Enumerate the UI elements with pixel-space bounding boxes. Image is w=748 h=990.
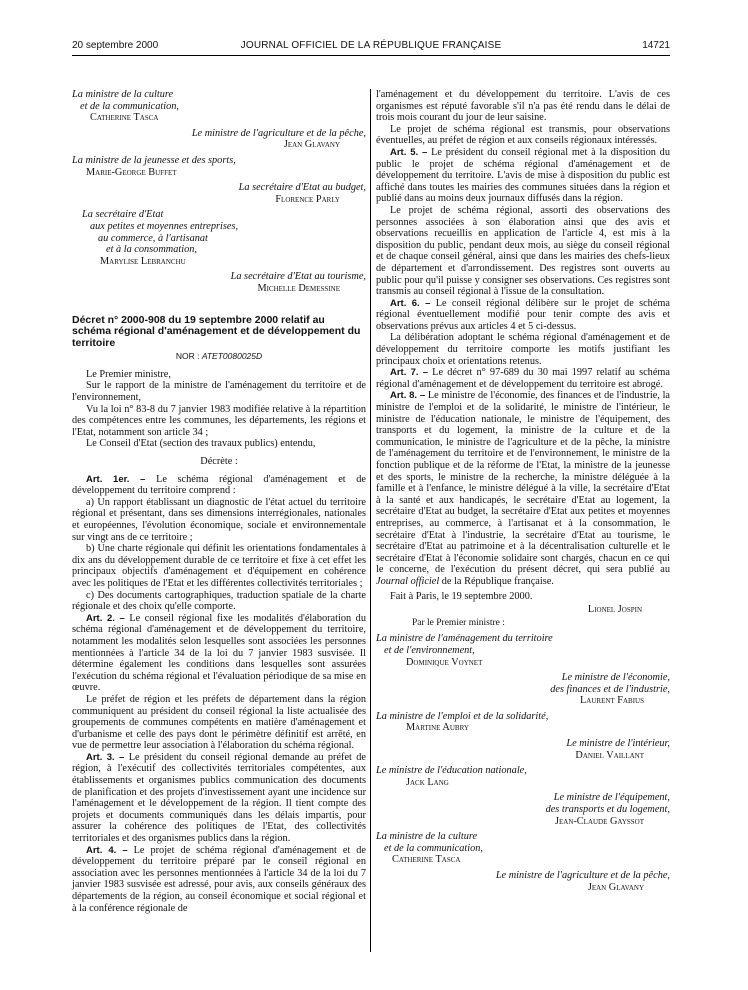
signatory-title: Le ministre de l'économie, — [561, 672, 670, 684]
signature-block — [376, 672, 670, 707]
paragraph: Vu la loi n° 83-8 du 7 janvier 1983 modifiée relative à la répartition des compétences entre les communes, les départements, les régions et l'Etat, notamment son article 34 ; — [72, 403, 366, 438]
signature-block — [72, 182, 366, 205]
column-divider — [370, 89, 371, 952]
left-signatures — [72, 89, 366, 295]
header-rule — [72, 55, 670, 56]
signatory-name: Martine Aubry — [406, 722, 469, 734]
signatory-title: Le ministre de l'équipement, — [553, 792, 670, 804]
decree-title: Décret n° 2000-908 du 19 septembre 2000 relatif au schéma régional d'aménagement et de développement du territoire — [72, 313, 361, 349]
signatory-title: La secrétaire d'Etat au budget, — [238, 182, 366, 194]
paragraph: La délibération adoptant le schéma régional d'aménagement et de développement du territoire comporte les motifs justifiant les principaux choix et orientations retenus. — [376, 332, 670, 367]
paragraph: Le Premier ministre, — [86, 368, 171, 380]
signature-block — [72, 271, 366, 294]
signature-block — [376, 711, 670, 734]
article-5: Art. 5. – Le président du conseil régional met à la disposition du public le projet de schéma régional d'aménagement et de développement du territoire. L'avis de mise à disposition du public est affiché dans toutes les mairies des communes situées dans la région et publié dans au moins deux journaux diffusés dans la région. — [376, 146, 670, 205]
prime-minister: Lionel Jospin — [587, 604, 642, 616]
signatory-name: Jean-Claude Gayssot — [554, 815, 644, 827]
signature-block — [376, 870, 670, 893]
signature-block — [376, 738, 670, 761]
nor-reference: NOR : ATET0080025D — [175, 351, 263, 362]
signature-block — [72, 155, 366, 178]
signature-block — [72, 209, 366, 267]
article-8: Art. 8. – Le ministre de l'économie, des finances et de l'industrie, la ministre de l'emploi et de la solidarité, le ministre de l'intérieur, le ministre de l'éducation nationale, le ministre de l'équipement, des transports et du logement, la ministre de la culture et de la communication, le ministre de l'agriculture et de la pêche, la ministre de l'aménagement du territoire et de l'environnement, le ministre de la fonction publique et de la réforme de l'Etat, la ministre de la jeunesse et des sports, le ministre de la recherche, la ministre déléguée à la famille et à l'enfance, le ministre délégué à la ville, la secrétaire d'Etat à la santé et aux handicapés, le secrétaire d'Etat au logement, la secrétaire d'Etat au budget, la secrétaire d'Etat aux petites et moyennes entreprises, au commerce, à l'artisanat et à la consommation, le secrétaire d'Etat à l'industrie, la secrétaire d'Etat au tourisme, le secrétaire d'Etat au patrimoine et à la décentralisation culturelle et le secrétaire d'Etat à l'économie solidaire sont chargés, chacun en ce qui le concerne, de l'exécution du présent décret, qui sera publié au Journal officiel de la République française. — [376, 390, 670, 587]
signatory-title: des transports et du logement, — [545, 804, 670, 816]
article-4: Art. 4. – Le projet de schéma régional d'aménagement et de développement du territoire préparé par le conseil régional en association avec les personnes mentionnées à l'article 34 de la loi du 7 janvier 1983 susvisée est adressé, pour avis, aux conseils généraux des départements de la région, au conseil économique et social régional et à la conférence régionale de — [72, 844, 366, 914]
page-header — [72, 40, 670, 54]
signatory-title: et de la communication, — [80, 100, 179, 112]
signatory-title: La secrétaire d'Etat au tourisme, — [230, 271, 366, 283]
signature-block — [376, 765, 670, 788]
paragraph: l'aménagement et du développement du territoire. L'avis de ces organismes est réputé favorable s'il n'a pas été rendu dans le délai de trois mois courant du jour de leur saisine. — [376, 89, 670, 124]
signatory-title: et de l'environnement, — [384, 644, 475, 656]
signatory-name: Marylise Lebranchu — [100, 255, 186, 267]
signatory-title: La ministre de l'emploi et de la solidarité, — [376, 710, 549, 722]
header-date: 20 septembre 2000 — [72, 40, 159, 51]
decrete-heading: Décrète : — [200, 456, 238, 468]
paragraph: a) Un rapport établissant un diagnostic de l'état actuel du territoire régional et présentant, dans ses dimensions interrégionales, nationales et européennes, l'évolution économique, sociale et environnementale sur vingt ans de ce territoire ; — [72, 496, 366, 543]
paragraph: b) Une charte régionale qui définit les orientations fondamentales à dix ans du développement durable de ce territoire et fixe à cet effet les principaux objectifs d'aménagement et d'équipement en cohérence avec les politiques de l'Etat et les différentes collectivités territoriales ; — [72, 543, 366, 589]
signatory-name: Daniel Vaillant — [575, 749, 644, 761]
right-column — [376, 89, 670, 897]
by-pm: Par le Premier ministre : — [412, 617, 505, 628]
paragraph: Le préfet de région et les préfets de département dans la région communiquent au président du conseil régional la liste actualisée des groupements de communes compétents en matière d'aménagement et d'urbanisme et celle des pays dont le périmètre définitif est arrêté, en vue de permettre leur association à l'élaboration du schéma régional. — [72, 693, 366, 752]
signatory-title: Le ministre de l'éducation nationale, — [376, 765, 527, 777]
left-column — [72, 89, 366, 914]
signatory-title: des finances et de l'industrie, — [550, 683, 670, 695]
signatory-name: Michelle Demessine — [257, 282, 340, 294]
signature-block — [72, 89, 366, 124]
paragraph: Le projet de schéma régional est transmis, pour observations éventuelles, au préfet de région et aux conseils régionaux intéressés. — [376, 123, 670, 147]
signatory-name: Marie-George Buffet — [86, 166, 177, 178]
signatory-name: Laurent Fabius — [580, 695, 644, 707]
signature-block — [376, 792, 670, 827]
signatory-title: La ministre de la jeunesse et des sports, — [72, 154, 236, 166]
signatory-name: Catherine Tasca — [392, 854, 461, 866]
signatory-name: Dominique Voynet — [406, 656, 483, 668]
article-1: Art. 1er. – Le schéma régional d'aménagement et de développement du territoire comprend : — [72, 473, 366, 497]
signatory-title: La ministre de la culture — [72, 89, 174, 100]
paragraph: Le Conseil d'Etat (section des travaux publics) entendu, — [86, 438, 316, 450]
signature-block — [72, 128, 366, 151]
signatory-title: et à la consommation, — [106, 244, 197, 256]
signatory-name: Catherine Tasca — [90, 112, 159, 124]
signatory-title: Le ministre de l'intérieur, — [566, 738, 670, 750]
signatory-title: et de la communication, — [384, 842, 483, 854]
signatory-title: La ministre de la culture — [376, 831, 478, 843]
signatory-title: au commerce, à l'artisanat — [98, 232, 208, 244]
signatory-title: Le ministre de l'agriculture et de la pêche, — [191, 127, 366, 139]
journal-title: JOURNAL OFFICIEL DE LA RÉPUBLIQUE FRANÇAISE — [240, 40, 502, 51]
signatory-title: Le ministre de l'agriculture et de la pêche, — [495, 870, 670, 881]
signatory-title: aux petites et moyennes entreprises, — [90, 220, 239, 232]
article-7: Art. 7. – Le décret n° 97-689 du 30 mai 1997 relatif au schéma régional d'aménagement et de développement du territoire est abrogé. — [376, 367, 670, 390]
done-at: Fait à Paris, le 19 septembre 2000. — [390, 590, 533, 602]
signature-block — [376, 831, 670, 866]
paragraph: Le projet de schéma régional, assorti des observations des personnes associées à son élaboration ainsi que des avis et observations recueillis en application de l'article 4, est mis à la disposition du public, pendant deux mois, au siège du conseil régional et de chaque conseil général, ainsi que dans les mairies des chefs-lieux de département et d'arrondissement. Des registres sont ouverts au public pour qu'il puisse y consigner ses observations. Ces registres sont transmis au conseil régional à l'issue de la consultation. — [376, 204, 670, 298]
signatory-title: La secrétaire d'Etat — [82, 209, 164, 221]
signatory-name: Florence Parly — [275, 193, 340, 205]
signatory-name: Jean Glavany — [587, 881, 644, 893]
right-signatures — [376, 633, 670, 893]
article-2: Art. 2. – Le conseil régional fixe les modalités d'élaboration du schéma régional d'aménagement et de développement du territoire, notamment les modalités selon lesquelles sont associées les personnes mentionnées à l'article 34 de la loi du 7 janvier 1983 susvisée. Il détermine également les conditions dans lesquelles sont assurées l'exécution du schéma régional et l'évaluation périodique de sa mise en œuvre. — [72, 612, 366, 694]
signatory-title: La ministre de l'aménagement du territoire — [376, 633, 553, 645]
signature-block — [376, 633, 670, 668]
signatory-name: Jack Lang — [406, 776, 449, 788]
signatory-name: Jean Glavany — [283, 139, 340, 151]
paragraph: c) Des documents cartographiques, traduction spatiale de la charte régionale et des choix qu'elle comporte. — [72, 589, 366, 613]
article-3: Art. 3. – Le président du conseil régional demande au préfet de région, à l'exécutif des collectivités territoriales compétentes, aux établissements et organismes publics communication des documents de planification et des projets d'investissement ayant une incidence sur l'aménagement et le développement de la région. Il tient compte des projets et documents communiqués dans les délais impartis, pour assurer la cohérence des politiques de l'Etat, des collectivités territoriales et des organismes publics dans la région. — [72, 751, 366, 845]
paragraph: Sur le rapport de la ministre de l'aménagement du territoire et de l'environnement, — [72, 380, 366, 404]
page-number: 14721 — [642, 40, 670, 51]
article-6: Art. 6. – Le conseil régional délibère sur le projet de schéma régional éventuellement modifié pour tenir compte des avis et observations prévus aux articles 4 et 5 ci-dessus. — [376, 297, 670, 332]
